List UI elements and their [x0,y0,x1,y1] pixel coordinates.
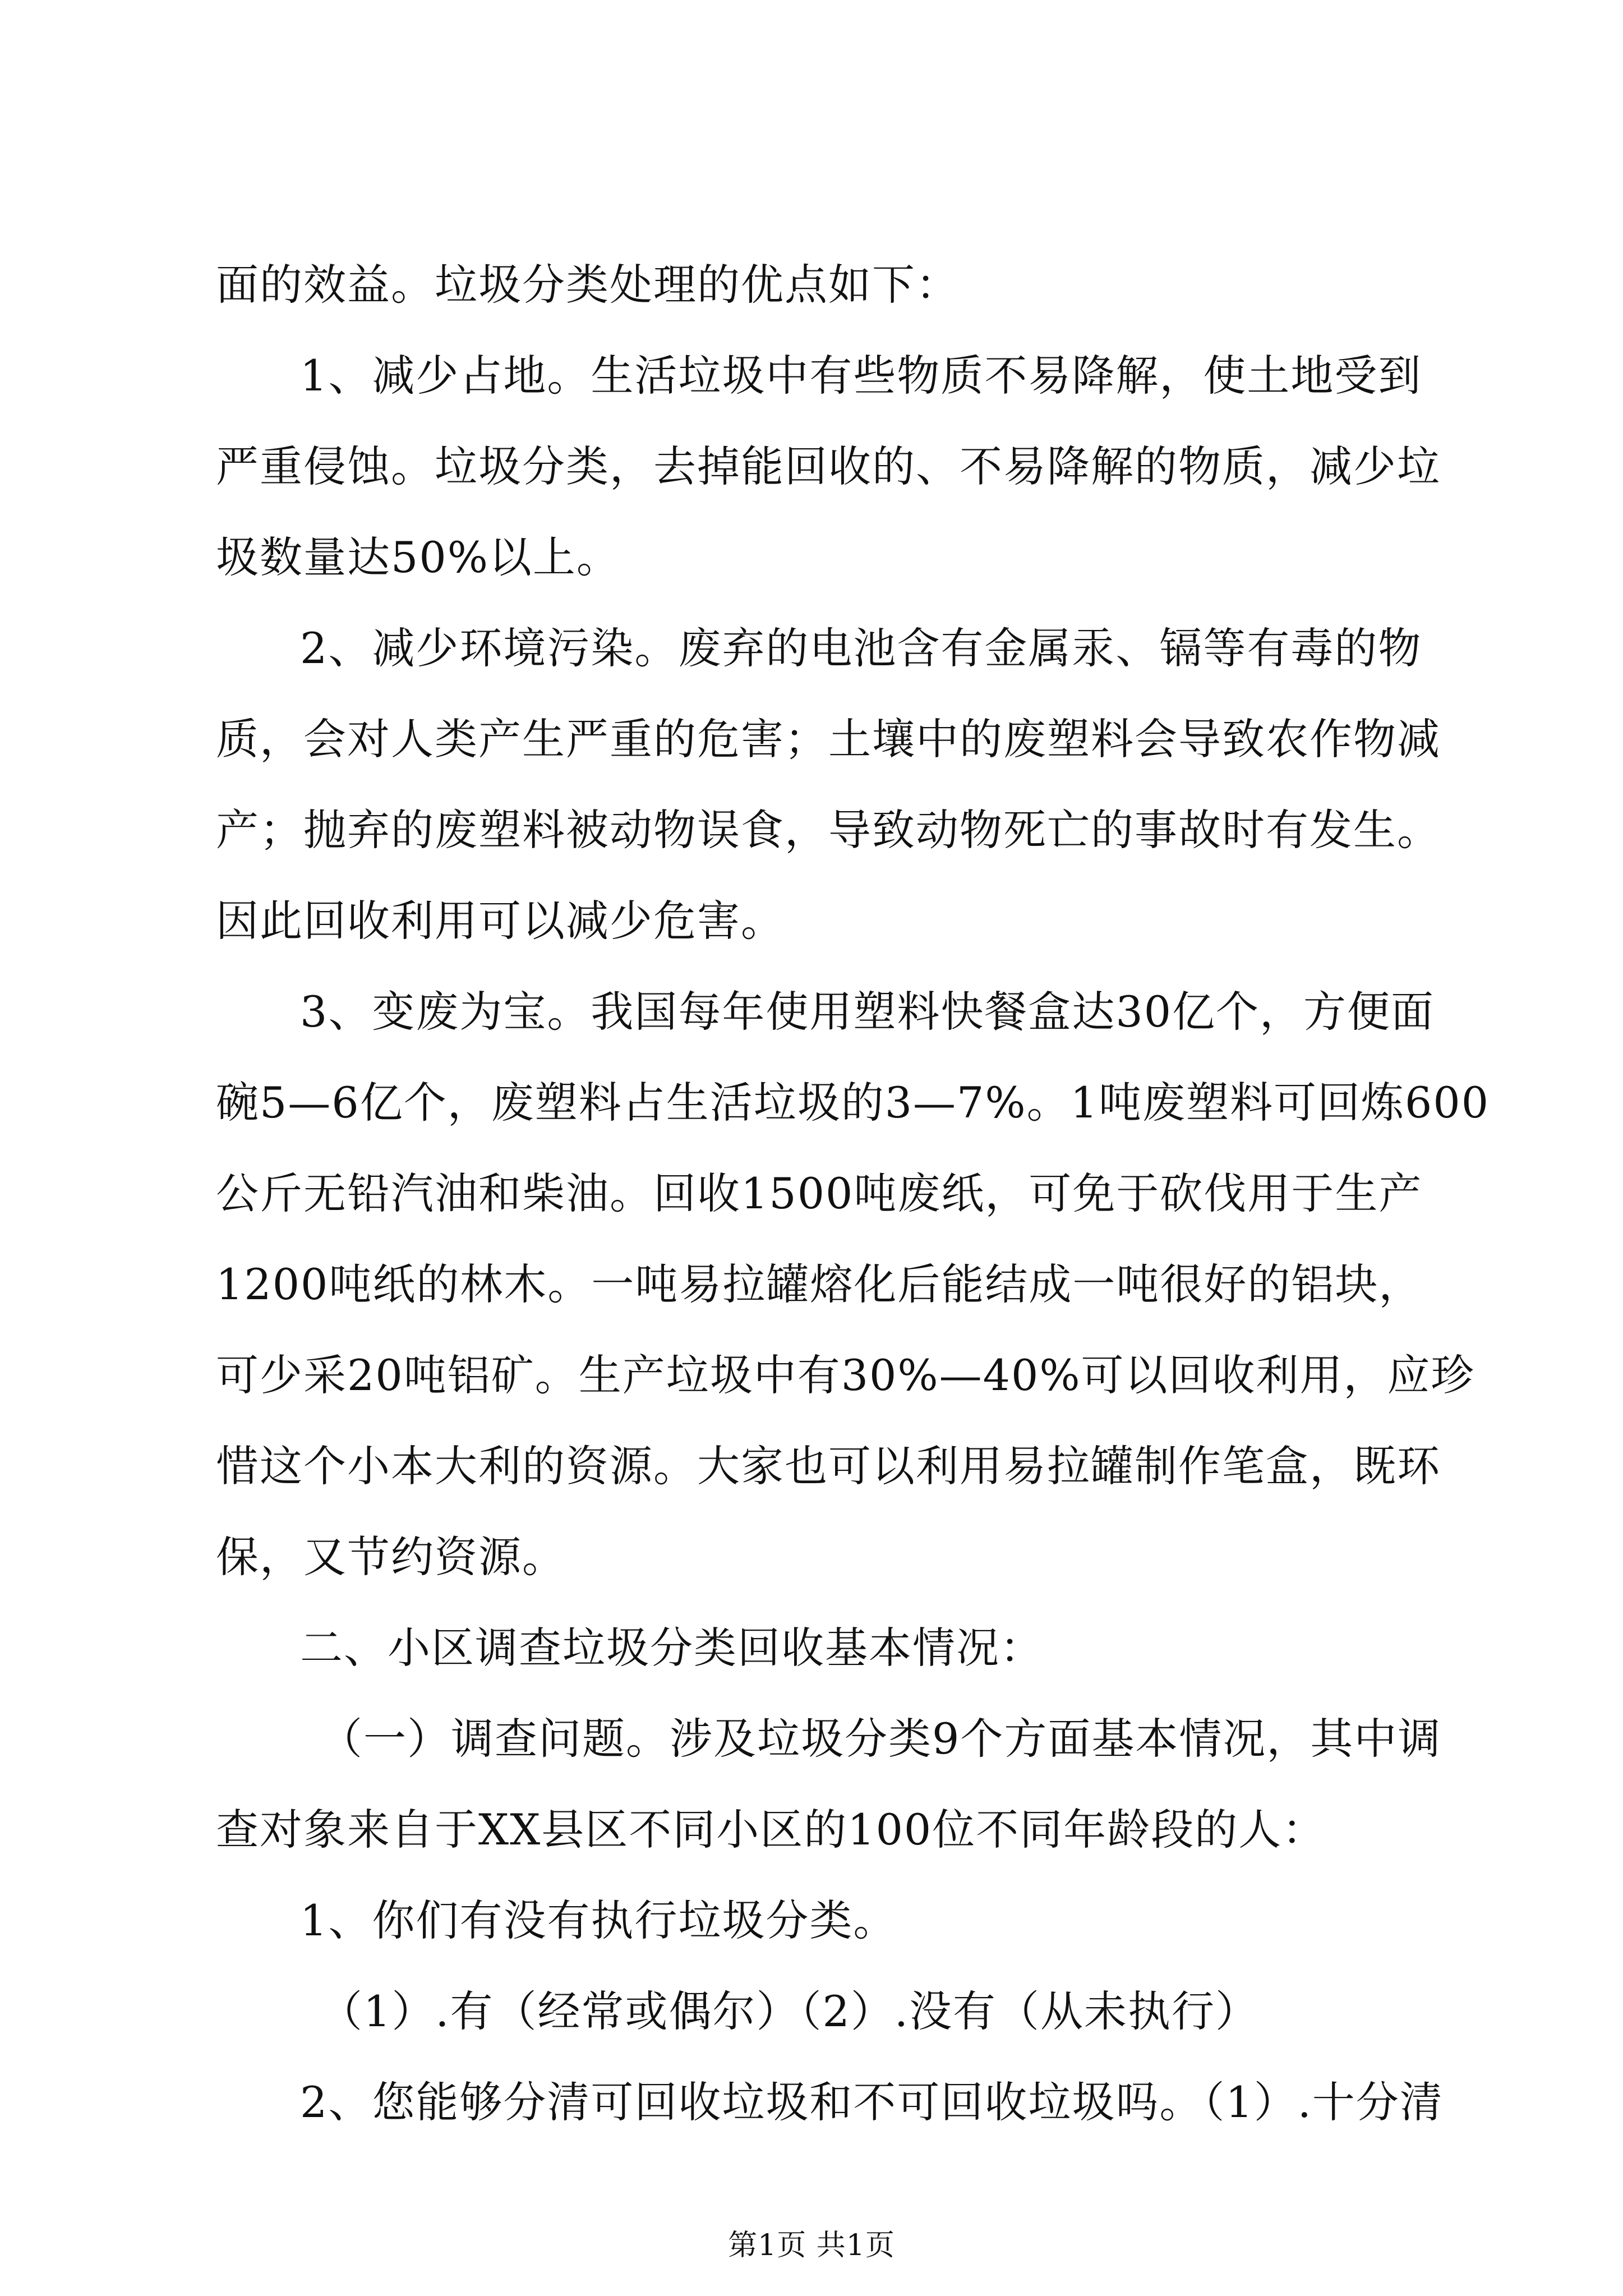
text-line: 保，又节约资源。 [216,1532,566,1582]
text-line: 2、您能够分清可回收垃圾和不可回收垃圾吗。（1）.十分清 [300,2077,1444,2127]
text-line: 产；抛弃的废塑料被动物误食，导致动物死亡的事故时有发生。 [216,805,1441,855]
text-line: 2、减少环境污染。废弃的电池含有金属汞、镉等有毒的物 [300,623,1422,673]
text-line: 因此回收利用可以减少危害。 [216,896,785,946]
text-line: 可少采20吨铝矿。生产垃圾中有30%—40%可以回收利用，应珍 [216,1350,1475,1400]
text-line: （一）调查问题。涉及垃圾分类9个方面基本情况，其中调 [320,1714,1442,1764]
section-heading: 二、小区调查垃圾分类回收基本情况： [300,1623,1044,1673]
page-footer: 第1页 共1页 [728,2229,895,2262]
text-line: （1）.有（经常或偶尔）（2）.没有（从未执行） [320,1986,1260,2036]
text-line: 惜这个小本大利的资源。大家也可以利用易拉罐制作笔盒，既环 [216,1441,1441,1491]
text-line: 质，会对人类产生严重的危害；土壤中的废塑料会导致农作物减 [216,714,1441,764]
text-line: 1200吨纸的林木。一吨易拉罐熔化后能结成一吨很好的铝块， [216,1259,1423,1309]
text-line: 面的效益。垃圾分类处理的优点如下： [216,260,960,310]
text-line: 公斤无铅汽油和柴油。回收1500吨废纸，可免于砍伐用于生产 [216,1168,1423,1218]
text-line: 严重侵蚀。垃圾分类，去掉能回收的、不易降解的物质，减少垃 [216,441,1441,491]
text-line: 1、你们有没有执行垃圾分类。 [300,1895,897,1945]
text-line: 圾数量达50%以上。 [216,532,620,582]
text-line: 3、变废为宝。我国每年使用塑料快餐盒达30亿个，方便面 [300,987,1435,1037]
text-line: 碗5—6亿个，废塑料占生活垃圾的3—7%。1吨废塑料可回炼600 [216,1078,1490,1128]
text-line: 1、减少占地。生活垃圾中有些物质不易降解，使土地受到 [300,351,1422,401]
text-line: 查对象来自于XX县区不同小区的100位不同年龄段的人： [216,1805,1326,1855]
